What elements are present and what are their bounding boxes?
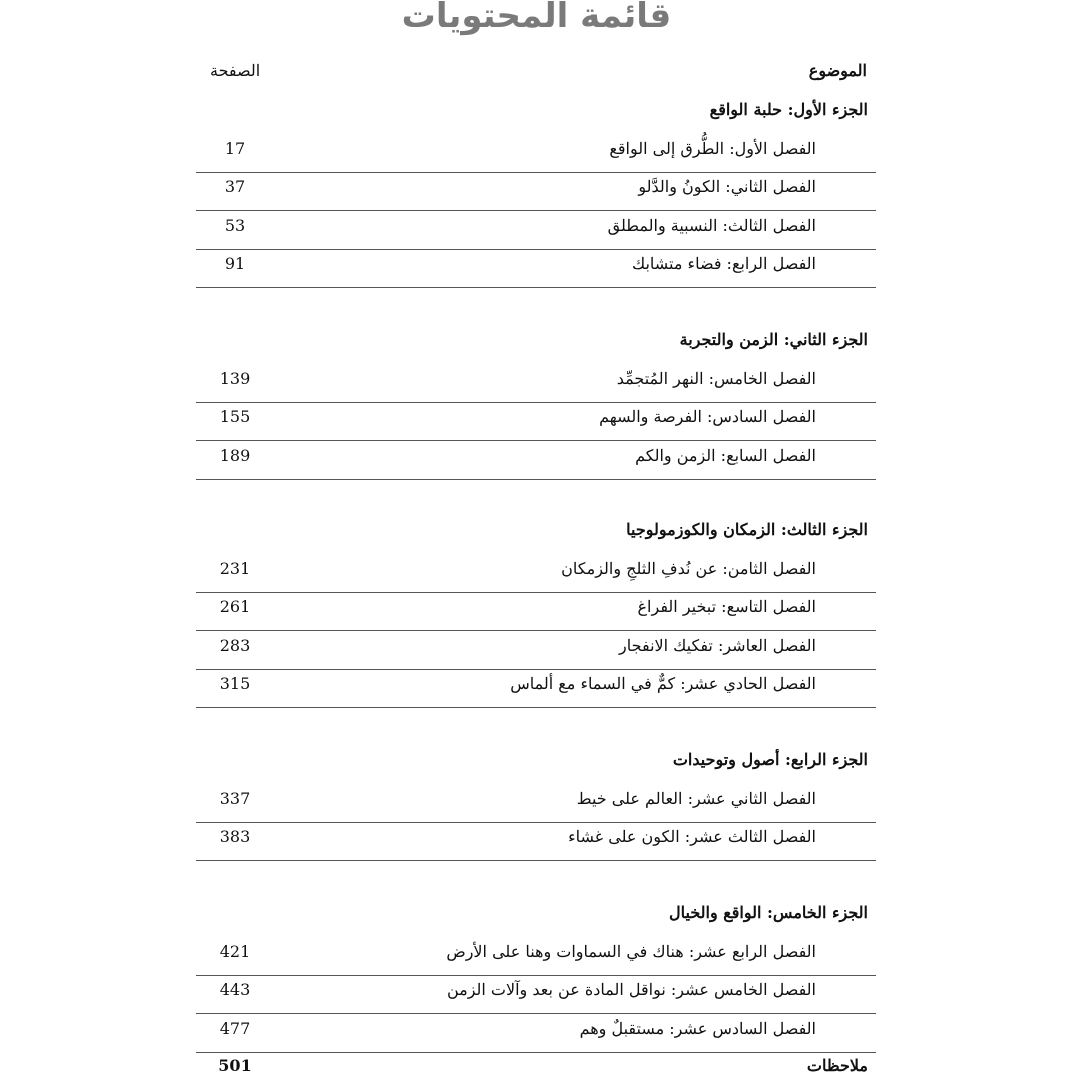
chapter-page-number: 189: [219, 445, 251, 465]
part-title[interactable]: الجزء الثالث: الزمكان والكوزمولوجيا: [626, 520, 868, 539]
part-heading-row: [196, 899, 876, 937]
part-heading-row: [196, 746, 876, 784]
part-title[interactable]: الجزء الأول: حلبة الواقع: [709, 100, 868, 119]
chapter-row[interactable]: [196, 364, 876, 403]
chapter-row[interactable]: [196, 211, 876, 250]
part-title[interactable]: الجزء الثاني: الزمن والتجربة: [679, 330, 868, 349]
chapter-title[interactable]: الفصل الثامن: عن نُدفِ الثلجِ والزمكان: [561, 559, 816, 578]
notes-title[interactable]: ملاحظات: [806, 1056, 868, 1075]
chapter-page-number: 53: [224, 215, 246, 235]
chapter-page-number: 337: [219, 789, 251, 808]
chapter-page-number: 283: [219, 635, 251, 655]
chapter-page-number: 261: [219, 597, 251, 617]
chapter-page-number: 443: [219, 980, 251, 1000]
chapter-row[interactable]: [196, 592, 876, 631]
chapter-page-number: 91: [224, 253, 246, 273]
chapter-title[interactable]: الفصل الثالث عشر: الكون على غشاء: [568, 827, 816, 847]
chapter-title[interactable]: الفصل الخامس عشر: نواقل المادة عن بعد وآلات الزمن: [446, 980, 816, 1000]
chapter-page-number: 477: [219, 1018, 251, 1038]
chapter-row[interactable]: [196, 554, 876, 593]
chapter-row[interactable]: [196, 249, 876, 288]
chapter-title[interactable]: الفصل الثاني: الكونُ والدَّلو: [638, 177, 816, 197]
chapter-row[interactable]: [196, 1014, 876, 1053]
chapter-title[interactable]: الفصل الثاني عشر: العالم على خيط: [576, 789, 816, 808]
chapter-row[interactable]: [196, 402, 876, 441]
notes-row[interactable]: [196, 1051, 876, 1089]
page-column-header: الصفحة: [210, 61, 261, 80]
part-title[interactable]: الجزء الرابع: أصول وتوحيدات: [672, 750, 868, 769]
chapter-title[interactable]: الفصل الرابع عشر: هناك في السماوات وهنا على الأرض: [446, 942, 816, 961]
chapter-row[interactable]: [196, 669, 876, 708]
chapter-row[interactable]: [196, 975, 876, 1014]
chapter-title[interactable]: الفصل السابع: الزمن والكم: [635, 445, 816, 465]
part-heading-row: [196, 96, 876, 134]
chapter-row[interactable]: [196, 822, 876, 861]
chapter-title[interactable]: الفصل العاشر: تفكيك الانفجار: [619, 635, 816, 655]
part-heading-row: [196, 516, 876, 554]
chapter-page-number: 139: [219, 369, 251, 388]
chapter-row[interactable]: [196, 937, 876, 976]
chapter-row[interactable]: [196, 441, 876, 480]
chapter-title[interactable]: الفصل الخامس: النهر المُتجمِّد: [616, 369, 816, 388]
chapter-page-number: 155: [219, 407, 251, 427]
chapter-title[interactable]: الفصل الحادي عشر: كمٌّ في السماء مع ألماس: [510, 673, 816, 693]
part-heading-row: [196, 326, 876, 364]
chapter-row[interactable]: [196, 172, 876, 211]
chapter-page-number: 231: [219, 559, 251, 578]
chapter-title[interactable]: الفصل السادس عشر: مستقبلٌ وهم: [579, 1018, 816, 1038]
chapter-page-number: 17: [224, 139, 246, 158]
chapter-row[interactable]: [196, 784, 876, 823]
notes-page-number: 501: [218, 1056, 252, 1075]
chapter-title[interactable]: الفصل الأول: الطُّرق إلى الواقع: [609, 139, 816, 158]
chapter-page-number: 37: [224, 177, 246, 197]
chapter-title[interactable]: الفصل الرابع: فضاء متشابك: [631, 253, 816, 273]
chapter-row[interactable]: [196, 134, 876, 173]
chapter-title[interactable]: الفصل السادس: الفرصة والسهم: [599, 407, 816, 427]
part-title[interactable]: الجزء الخامس: الواقع والخيال: [668, 903, 868, 922]
chapter-page-number: 383: [219, 827, 251, 847]
chapter-title[interactable]: الفصل التاسع: تبخير الفراغ: [637, 597, 816, 617]
chapter-title[interactable]: الفصل الثالث: النسبية والمطلق: [607, 215, 816, 235]
chapter-page-number: 421: [219, 942, 251, 961]
chapter-row[interactable]: [196, 631, 876, 670]
chapter-page-number: 315: [219, 673, 251, 693]
topic-column-header: الموضوع: [808, 61, 867, 80]
page-title: قائمة المحتويات: [401, 0, 672, 36]
